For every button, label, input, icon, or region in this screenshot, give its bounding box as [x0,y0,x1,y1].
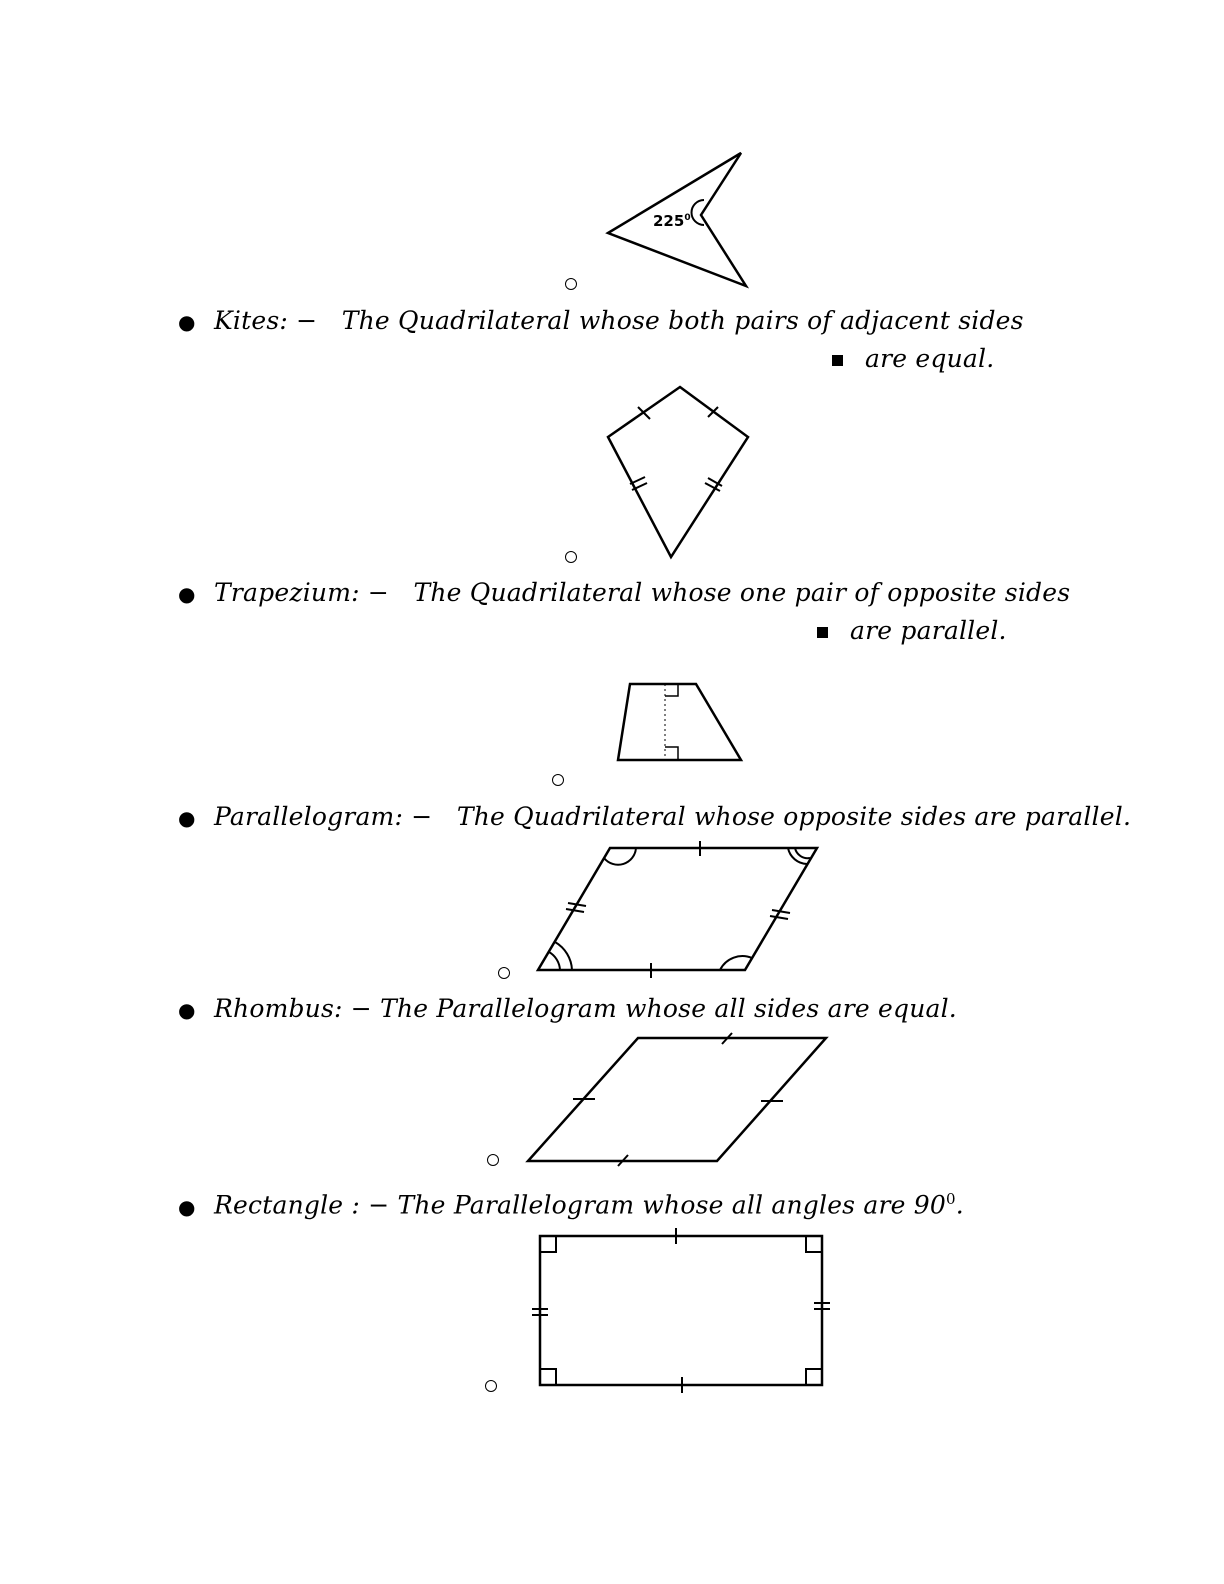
list-marker-hollow [552,774,564,786]
trapezium-definition-cont: are parallel. [850,616,1007,645]
angle-label: $225^0$ [653,212,691,230]
sub-bullet-square [832,355,843,366]
term: Trapezium [214,578,352,607]
sub-bullet-square [817,627,828,638]
list-marker-hollow [565,278,577,290]
kite-figure [600,380,760,565]
trapezium-figure [610,678,750,768]
term: Rhombus [214,994,335,1023]
term: Parallelogram [214,802,395,831]
list-marker-hollow [565,551,577,563]
trapezium-definition: Trapezium: − The Quadrilateral whose one pair of opposite sides [214,578,1071,607]
bullet: ● [178,310,196,334]
rectangle-definition: Rectangle : − The Parallelogram whose all angles are $90^0$. [214,1190,964,1220]
list-marker-hollow [485,1380,497,1392]
kites-definition-cont: are equal. [865,344,995,373]
rhombus-definition: Rhombus: − The Parallelogram whose all sides are equal. [214,994,957,1023]
bullet: ● [178,582,196,606]
bullet: ● [178,1195,196,1219]
parallelogram-figure [530,840,830,980]
bullet: ● [178,998,196,1022]
term: Kites [214,306,280,335]
rhombus-figure [520,1030,840,1170]
term: Rectangle [214,1190,352,1220]
rectangle-figure [530,1226,830,1396]
list-marker-hollow [498,967,510,979]
kites-definition: Kites: − The Quadrilateral whose both pairs of adjacent sides [214,306,1024,335]
list-marker-hollow [487,1154,499,1166]
parallelogram-definition: Parallelogram: − The Quadrilateral whose opposite sides are parallel. [214,802,1132,831]
bullet: ● [178,806,196,830]
